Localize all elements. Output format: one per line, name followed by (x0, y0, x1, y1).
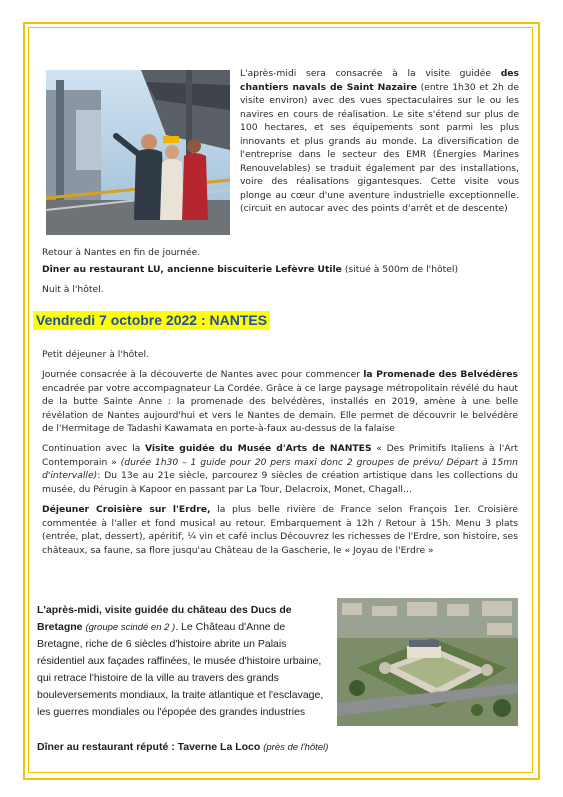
nuit-text: Nuit à l'hôtel. (42, 284, 104, 295)
shipyard-photo (46, 70, 230, 235)
retour-text: Retour à Nantes en fin de journée. (42, 247, 201, 258)
chateau-paragraph: L'après-midi, visite guidée du château des Ducs de Bretagne (groupe scindé en 2 ). Le Château d'Anne de Bretagne, riche de 6 siècles d'histoire abrite un Palais résidentiel aux façades raffinées, le musée d'histoire urbaine, qui retrace l'histoire de la ville au travers des grands bouleversements mondiaux, la traite atlantique et l'esclavage, les guerres mondiales ou l'épopée des grandes industries (37, 604, 324, 718)
petit-dejeuner: Petit déjeuner à l'hôtel. (42, 349, 150, 360)
shipyard-highlight: des chantiers navals de Saint Nazaire (240, 68, 520, 93)
journee-paragraph: Journée consacrée à la découverte de Nantes avec pour commencer la Promenade des Belvédères encadrée par votre accompagnateur La Cordée. Grâce à ce large paysage métropolitain révélé du haut de la butte Sainte Anne : la promenade des belvédères, installés en 2019, amène à une belle révélation de Nantes aujourd'hui et vers le Nantes de demain. Elle permet de découvrir le belvédère de l'Hermitage de Tadashi Kawamata en porte-à-faux au-dessus de la falaise (42, 369, 518, 434)
diner-loco: Dîner au restaurant réputé : Taverne La Loco (près de l'hôtel) (37, 741, 329, 753)
diner-lu: Dîner au restaurant LU, ancienne biscuiterie Lefèvre Utile (situé à 500m de l'hôtel) (42, 264, 459, 275)
day-heading: Vendredi 7 octobre 2022 : NANTES (33, 311, 270, 330)
croisiere-paragraph: Déjeuner Croisière sur l'Erdre, la plus belle rivière de France selon François 1er. Croisière commentée à l'aller et fond musical au retour. Embarquement à 12h / Retour à 15h. Menu 3 plats (entrée, plat, dessert), apéritif, ¼ vin et café inclus Découvrez les richesses de l'Erdre, son histoire, ses châteaux, sa faune, sa flore jusqu'au Château de la Gascherie, le « Joyau de l'Erdre » (42, 504, 518, 556)
musee-paragraph: Continuation avec la Visite guidée du Musée d'Arts de NANTES « Des Primitifs Italiens à l'Art Contemporain » (durée 1h30 – 1 guide pour 20 pers maxi donc 2 groupes de prévu/ Départ à 15mn d'intervalle): Du 13e au 21e siècle, parcourez 9 siècles de création artistique dans les collections du musée, du Pérugin à Kapoor en passant par La Tour, Delacroix, Monet, Chagall… (42, 443, 518, 495)
castle-aerial-photo (337, 598, 518, 726)
shipyard-paragraph: L'après-midi sera consacrée à la visite guidée des chantiers navals de Saint Nazaire (entre 1h30 et 2h de visite environ) avec des vues spectaculaires sur le ou les navires en cours de réalisation. Le site s'étend sur plus de 100 hectares, et ses équipements sont parmi les plus innovants et plus grands au monde. La diversification de l'entreprise dans le secteur des EMR (Énergies Marines Renouvelables) se traduit également par des installations, voire des réalisations gigantesques. Cette visite vous plonge au cœur d'une aventure industrielle exceptionnelle. (circuit en autocar avec des points d'arrêt et de descente) (240, 68, 520, 214)
